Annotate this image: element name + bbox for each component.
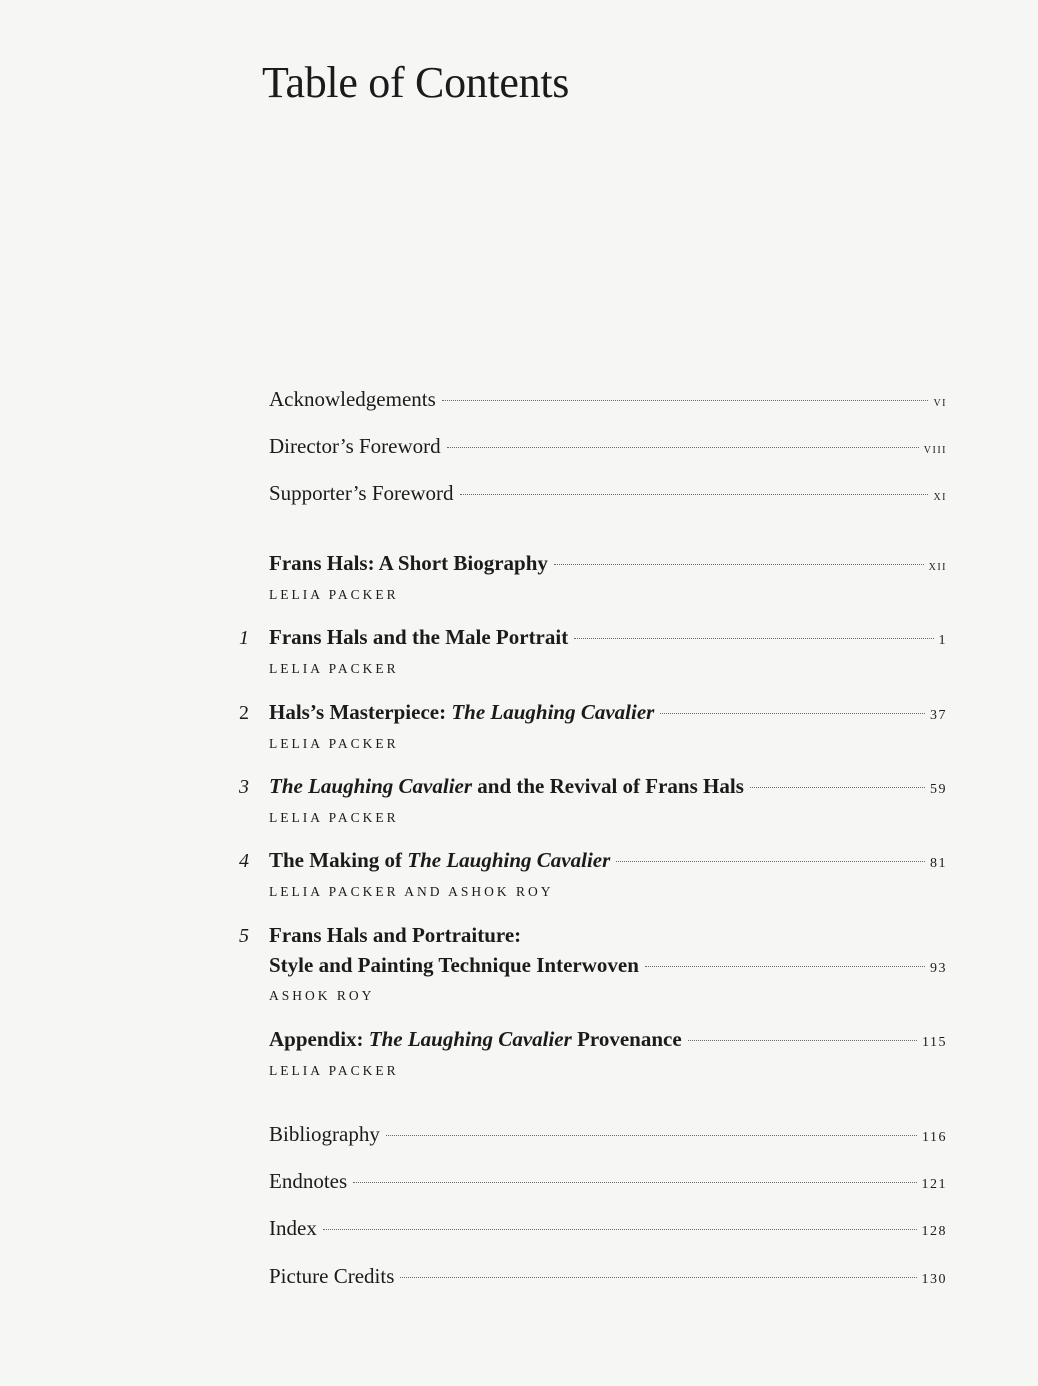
dot-leader — [574, 638, 933, 639]
toc-entry-title: Picture Credits — [269, 1264, 395, 1288]
dot-leader — [750, 787, 925, 788]
toc-page-number: 130 — [921, 1272, 947, 1287]
toc-entry-author: ASHOK ROY — [269, 988, 375, 1003]
toc-entry-author: LELIA PACKER — [269, 1063, 399, 1078]
title-part: Frans Hals: A Short Biography — [269, 551, 548, 575]
toc-entry-title: Endnotes — [269, 1169, 348, 1193]
toc-entry-index[interactable] — [269, 1213, 947, 1243]
title-part: Hals’s Masterpiece: — [269, 700, 452, 724]
title-part: The Making of — [269, 848, 408, 872]
toc-page-number: 116 — [922, 1130, 947, 1145]
toc-entry-title: Bibliography — [269, 1122, 380, 1146]
chapter-number: 1 — [239, 627, 249, 649]
title-part: Provenance — [571, 1027, 682, 1051]
dot-leader — [386, 1135, 917, 1136]
toc-entry-chapter-3[interactable] — [269, 771, 947, 801]
toc-page-number: 37 — [930, 708, 947, 723]
toc-entry-author: LELIA PACKER — [269, 736, 399, 751]
toc-entry-endnotes[interactable] — [269, 1166, 947, 1196]
toc-page-number: 128 — [921, 1224, 947, 1239]
toc-entry-directors-foreword[interactable] — [269, 431, 947, 461]
title-part-italic: The Laughing Cavalier — [451, 700, 655, 724]
toc-entry-author: LELIA PACKER — [269, 810, 399, 825]
title-part-italic: The Laughing Cavalier — [368, 1027, 572, 1051]
dot-leader — [645, 966, 925, 967]
dot-leader — [554, 564, 924, 565]
toc-entry-supporters-foreword[interactable] — [269, 478, 947, 508]
title-part: and the Revival of Frans Hals — [472, 774, 744, 798]
title-part: Style and Painting Technique Interwoven — [269, 953, 639, 977]
toc-entry-short-biography[interactable] — [269, 548, 947, 578]
title-part-italic: The Laughing Cavalier — [269, 774, 473, 798]
toc-page-number: 1 — [938, 633, 947, 648]
toc-page-number: 93 — [930, 961, 947, 976]
toc-entry-title — [269, 1024, 682, 1054]
chapter-number: 5 — [239, 925, 249, 947]
toc-page-number: 81 — [930, 856, 947, 871]
toc-entry-title: Index — [269, 1216, 317, 1240]
toc-entry-title — [269, 950, 639, 980]
dot-leader — [688, 1040, 917, 1041]
toc-entry-title: Supporter’s Foreword — [269, 481, 454, 505]
toc-entry-picture-credits[interactable] — [269, 1261, 947, 1291]
toc-entry-title: Director’s Foreword — [269, 434, 441, 458]
chapter-number: 2 — [239, 702, 249, 724]
dot-leader — [400, 1277, 916, 1278]
dot-leader — [660, 713, 925, 714]
toc-entry-title — [269, 771, 744, 801]
toc-entry-title — [269, 697, 654, 727]
toc-page-number: 59 — [930, 782, 947, 797]
toc-entry-chapter-1[interactable] — [269, 622, 947, 652]
toc-page-number: xi — [933, 489, 947, 504]
title-part: Appendix: — [269, 1027, 369, 1051]
toc-entry-title — [269, 622, 568, 652]
dot-leader — [460, 494, 929, 495]
toc-page-number: 121 — [921, 1177, 947, 1192]
toc-entry-acknowledgements[interactable] — [269, 384, 947, 414]
title-part-italic: The Laughing Cavalier — [407, 848, 611, 872]
dot-leader — [616, 861, 925, 862]
dot-leader — [323, 1229, 917, 1230]
toc-entry-chapter-2[interactable] — [269, 697, 947, 727]
toc-page-number: vi — [933, 395, 947, 410]
toc-entry-author: LELIA PACKER — [269, 587, 399, 602]
toc-page-number: 115 — [922, 1035, 947, 1050]
toc-entry-title — [269, 845, 610, 875]
toc-entry-title-line1: Frans Hals and Portraiture: — [269, 923, 522, 947]
toc-page-number: viii — [923, 442, 947, 457]
toc-entry-bibliography[interactable] — [269, 1119, 947, 1149]
dot-leader — [447, 447, 919, 448]
chapter-number: 3 — [239, 776, 249, 798]
page-title: Table of Contents — [262, 58, 570, 107]
toc-entry-title: Acknowledgements — [269, 387, 436, 411]
toc-page-number: xii — [928, 559, 947, 574]
toc-entry-author: LELIA PACKER — [269, 661, 399, 676]
toc-entry-title — [269, 548, 548, 578]
title-part: Frans Hals and the Male Portrait — [269, 625, 569, 649]
toc-entry-appendix[interactable] — [269, 1024, 947, 1054]
dot-leader — [442, 400, 929, 401]
toc-entry-chapter-4[interactable] — [269, 845, 947, 875]
toc-entry-chapter-5[interactable] — [269, 950, 947, 980]
dot-leader — [353, 1182, 916, 1183]
toc-entry-author: LELIA PACKER AND ASHOK ROY — [269, 884, 554, 899]
chapter-number: 4 — [239, 850, 249, 872]
